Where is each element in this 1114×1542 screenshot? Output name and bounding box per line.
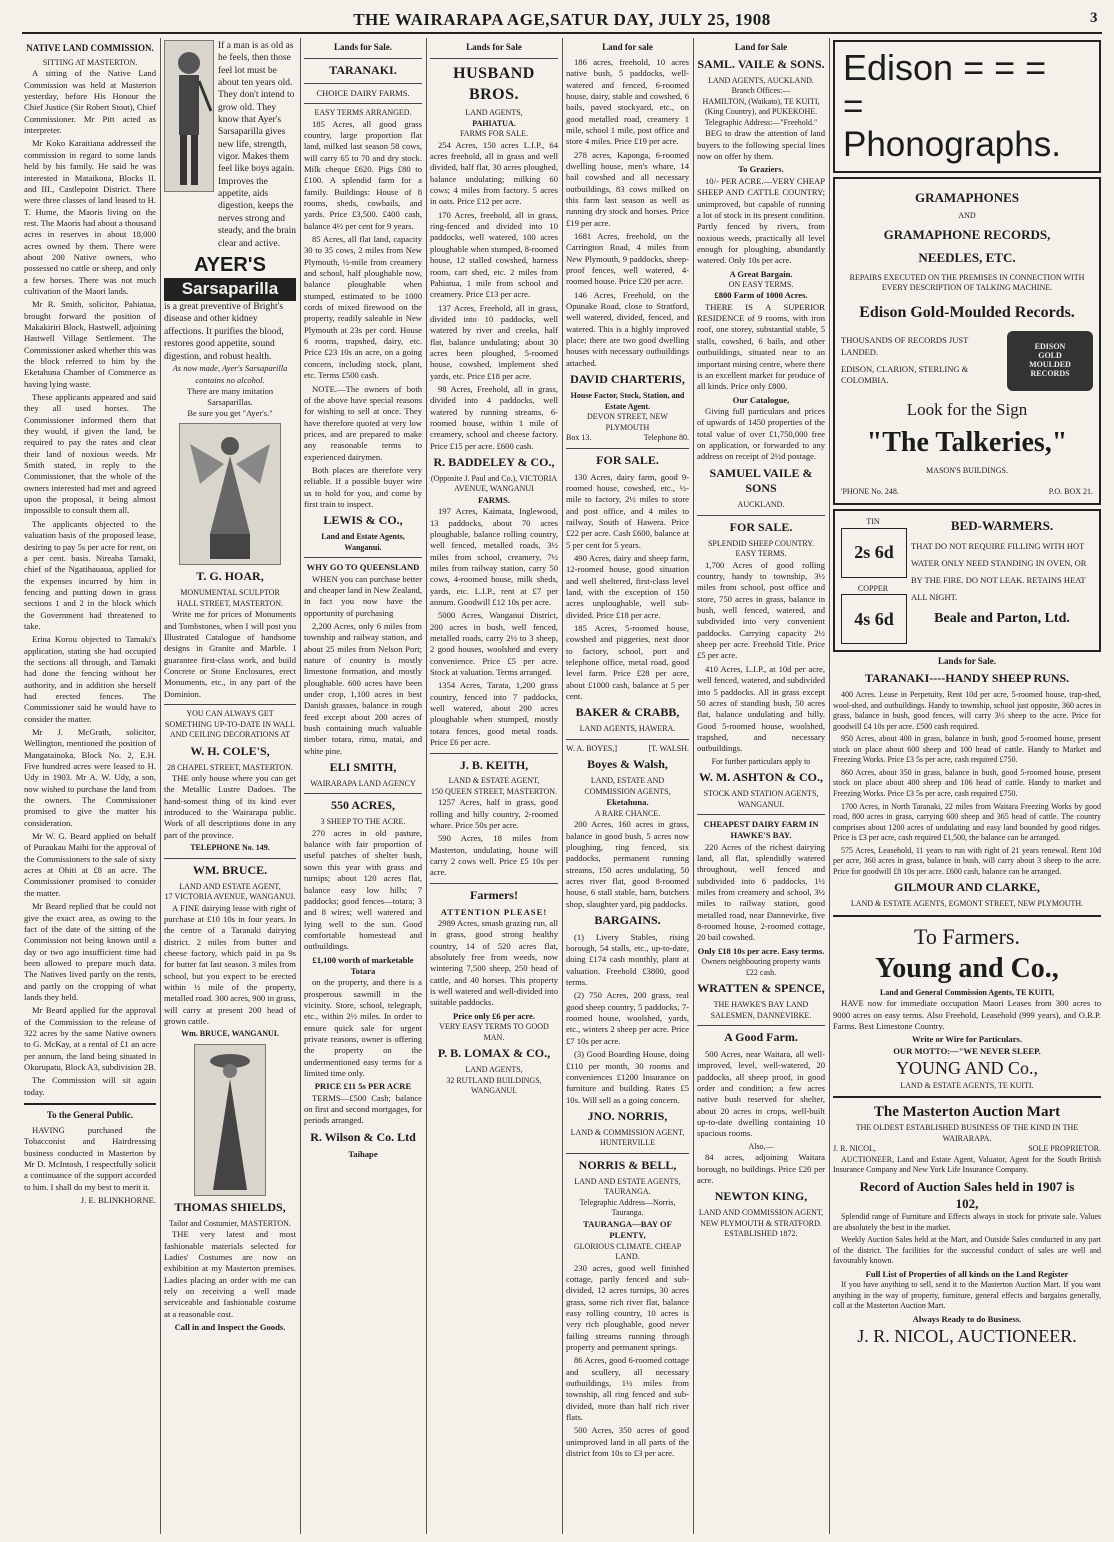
divider [164, 704, 296, 705]
copper-price: 4s 6d [841, 594, 907, 644]
old-man-illustration [164, 40, 214, 192]
record-sales-count: 102, [955, 1196, 979, 1211]
boyes-walsh-subtitle: LAND, ESTATE AND COMMISSION AGENTS, [584, 776, 671, 796]
notice-signature: J. E. BLINKHORNE. [80, 1194, 156, 1205]
listing-entry: 1257 Acres, half in grass, good rolling and hilly country, 2-roomed whare. Price 50s per acre. [430, 797, 558, 831]
listing-entry: 2989 Acres, smash grazing run, all in grass, good strong healthy country, 14 of 520 acres flat, absolutely free from weeds, now wintering 7,500 sheep, 250 head of cattle, and 40 horses. This property is well watered and well-divided into suitable paddocks. [430, 918, 558, 1008]
shields-name: THOMAS SHIELDS, [174, 1199, 286, 1214]
baddeley-address: (Opposite J. Paul and Co.), VICTORIA AVENUE, WANGANUI [430, 473, 558, 494]
auction-paragraph: Splendid range of Furniture and Effects always in stock for private sale. Values are absolutely the best in the market. [833, 1212, 1101, 1232]
wilson-location: Taihape [348, 1148, 378, 1159]
listing-entry: 1,700 Acres of good rolling country, handy to township, 3½ miles from school, post office and store, 750 acres in grass, balance in bush, well fenced, watered, and subdivided into very convenient paddocks. Carrying capacity 2½ sheep per acre. Freehold Title. Price £5 per acre. [697, 559, 825, 661]
article-paragraph: Mr Koko Karaitiana addressed the commission in regard to some lands held by his family. He said he was interested in Mataikona, Blocks II. and III., Castlepoint District. There were three classes of land leased to H. T. Hume, the Maoris living on the rest. The Maoris had about a thousand acres in reserves in about 18,000 acres owned by them. There were about 200 Native owners, who possessed no cattle or sheep, and only a few horses. There was not much cultivation of the Maori lands. [24, 138, 156, 296]
column-rule [829, 38, 830, 1534]
listing-entry: 85 Acres, all flat land, capacity 30 to 35 cows, 2 miles from New Plymouth, ½-mile from creamery and school, half ploughable now, balance ploughable when stumped, estimated to be 1000 cords of mixed firewood on the property, readily saleable in New Plymouth at 23s per cord. House 6 rooms, trapshed, dairy, etc. Price £23 10s an acre, on a going concern, including stock, plant, etc. Terms £500 cash. [304, 234, 422, 381]
divider [304, 103, 422, 104]
charteris-subtitle: House Factor, Stock, Station, and Estate Agent. [570, 390, 685, 411]
samuel-vaile-name: SAMUEL VAILE & SONS [709, 465, 813, 496]
bay-of-plenty-subheading: GLORIOUS CLIMATE. CHEAP LAND. [573, 1241, 682, 1262]
edison-heading: Edison = = = [843, 47, 1047, 88]
listing-entry: 1354 Acres, Tarata, 1,200 grass country, fenced into 7 paddocks, well watered, about 200 acres ploughable when stumped, mostly totara fences, good metal roads. Price £6 per acre. [430, 680, 558, 748]
newton-king-name: NEWTON KING, [714, 1189, 808, 1204]
column-advertisements-a [164, 40, 296, 1534]
ayers-note: As now made, Ayer's Sarsaparilla contains no alcohol. [172, 363, 288, 385]
lady-costume-illustration [194, 1044, 266, 1196]
listing-entry: 98 Acres, Freehold, all in grass, divided into 4 paddocks, well watered by running streams, 6-roomed house, within 1 mile of creamery, school and cheese factory. Price £15 per acre. £600 cash. [430, 383, 558, 451]
ayers-tagline: is a great preventive of Bright's disease and other kidney affections. It purifies the blood, restores good appetite, sound digestion, and robust health. [164, 301, 284, 362]
boyes-walsh-name: Boyes & Walsh, [587, 757, 668, 772]
divider [430, 58, 558, 59]
masthead [22, 10, 1102, 34]
baker-crabb-subtitle: LAND AGENTS, HAWERA. [579, 724, 676, 734]
baddeley-name: R. BADDELEY & CO., [433, 455, 555, 470]
listing-entry: 278 acres, Kaponga, 6-roomed dwelling house, men's whare, 14 bail cowshed and all necessary outbuildings, 83 cows milked on this farm last season as well as running dry stock and horses. Price £19 per acre. [566, 149, 689, 228]
forsale-heading: FOR SALE. [596, 452, 659, 467]
wilson-name: R. Wilson & Co. Ltd [310, 1129, 416, 1144]
gramaphone-ad [833, 177, 1101, 506]
always-ready: Always Ready to do Business. [912, 1313, 1022, 1324]
old-man-figure-icon [165, 41, 213, 191]
samuel-vaile-location: AUCKLAND. [737, 500, 785, 510]
owners-note: Owners neighbouring property wants £22 cash. [701, 957, 821, 977]
baker-crabb-name: BAKER & CRABB, [575, 705, 680, 720]
masthead-title: THE WAIRARAPA AGE,SATUR DAY, JULY 25, 1908 [353, 10, 771, 29]
ayers-ad [164, 40, 296, 250]
ashton-subtitle: STOCK AND STATION AGENTS, [703, 788, 819, 798]
records-details [841, 335, 991, 386]
lewis-subtitle: Land and Estate Agents, Wanganui. [321, 532, 405, 552]
listing-entry: 197 Acres, Kaimata, Inglewood, 13 paddocks, about 70 acres ploughable, balance rolling country, well fenced, metalled roads, 3½ miles from school, creamery, 7½ miles from railway station, carry 50 cows, 4-roomed house, milk sheds, yards, etc. L.I.P., rent at £7 per annum. Goodwill £12 10s per acre. [430, 506, 558, 608]
bargain-farm: £800 Farm of 1000 Acres. [714, 290, 808, 301]
listing-entry: 500 Acres, 350 acres of good unimproved land in all parts of the district from 10s to £3 per acre. [566, 1425, 689, 1459]
auction-paragraph: Weekly Auction Sales held at the Mart, and Outside Sales conducted in any part of the district. The facilities for the successful conduct of sales are well and favourably known. [833, 1235, 1101, 1266]
bed-warmers-ad [833, 509, 1101, 652]
listing-entry: 185 Acres, all good grass country, large proportion flat land, milked last season 58 cows, will carry 65 to 70 and dry stock. Milk cheque £620. Pigs £80 to £100. A splendid farm for a family. Buildings: House of 8 rooms, sheds, cowbails, and yards. Price £3,500. £400 cash, balance 4½ per cent for 9 years. [304, 118, 422, 231]
bed-warmers-text [911, 517, 1093, 644]
lewis-name: LEWIS & CO., [323, 513, 403, 528]
husband-subtitle: LAND AGENTS, [465, 108, 523, 118]
listing-entry: 170 Acres, freehold, all in grass, ring-fenced and divided into 10 paddocks, well watered, 100 acres ploughable when stumped, 8-roomed house, 12 stalled cowshed, harness room, cart shed, etc. 2 miles from Pahiatua, 1 mile from school and creamery. Price £13 per acre. [430, 209, 558, 300]
charteris-box: Box 13. [566, 433, 592, 443]
bargain-entry: (2) 750 Acres, 200 grass, real good sheep country, 5 paddocks, 7-roomed house, woolshed, yards, etc., winters 2 sheep per acre. Price £7 10s per acre. [566, 990, 689, 1046]
divider [697, 515, 825, 516]
section-heading: Lands for Sale. [937, 656, 997, 667]
contact-row [841, 487, 1093, 498]
divider [304, 793, 422, 794]
ad-subtitle: CHOICE DAIRY FARMS. [316, 87, 410, 98]
auctioneer-description: AUCTIONEER, Land and Estate Agent, Valuator, Agent for the South British Insurance Company and New York Life Insurance Company. [833, 1154, 1101, 1175]
divider [566, 448, 689, 449]
sheep-country-heading: SPLENDID SHEEP COUNTRY. [707, 538, 814, 548]
listing-entry: 186 acres, freehold, 10 acres native bush, 5 paddocks, well-watered and fenced, 6-roomed house, dairy, stable and cowshed, 6 bails, paved stockyard, etc., on good metalled road, creamery 1 mile, school 1 mile, post office and store 4 miles. Price £19 per acre. [566, 56, 689, 147]
young-co-subtitle: Land and General Commission Agents, TE KUITI, [879, 987, 1055, 997]
angel-statue-illustration [179, 423, 281, 565]
hoar-trade: MONUMENTAL SCULPTOR [180, 588, 280, 598]
shields-body: THE very latest and most fashionable materials selected for Ladies' Costumes are now on exhibition at my Masterton premises. Ladies placing an order with me can rely on receiving a well made serviceable and fashionable costume at a reasonable cost. [164, 1229, 296, 1319]
listing-entry: 1681 Acres, freehold, on the Carrington Road, 4 miles from New Plymouth, 9 paddocks, sheep-proof fences, well watered, 4-roomed house. Price £20 per acre. [566, 231, 689, 287]
listing-entry: 410 Acres, L.I.P., at 10d per acre, well fenced, watered, and subdivided into 5 paddocks. All in grass except 50 acres of standing bush, 50 acres flat, balance undulating and hilly. Good 5-roomed house, woolshed, trapshed, and necessary outbuildings. [697, 663, 825, 754]
article-paragraph: The Commission will sit again today. [24, 1075, 156, 1097]
hoar-address: HALL STREET, MASTERTON. [176, 598, 284, 608]
norris-bell-subtitle: LAND AND ESTATE AGENTS, TAURANGA. [574, 1176, 681, 1197]
listing-note: NOTE.—The owners of both of the above have special reasons for wishing to sell at once. They have therefore quoted at very low prices, and are prepared to make any reasonable terms to experienced dairymen. [304, 383, 422, 462]
listing-entry: 270 acres in old pasture, balance with fair proportion of useful patches of shelter bush, sown this year with grass and turnips; about 120 acres flat, balance easy low hills; 7 paddocks; good fences—totara; 3 and 8 wires; well watered and lying well to the sun. Good comfortable homestead and outbuildings. [304, 827, 422, 952]
column-rule [426, 38, 427, 1534]
notice-body: HAVING purchased the Tobacconist and Hairdressing business conducted in Masterton by Mr D. McIntosh, I respectfully solicit a continuance of the support accorded to him. I shall do my best to merit it. [24, 1124, 156, 1192]
shields-call: Call in and Inspect the Goods. [174, 1322, 286, 1333]
acres-subheading: 3 SHEEP TO THE ACRE. [320, 817, 406, 827]
proprietor-row [833, 1144, 1101, 1155]
repairs-notice: REPAIRS EXECUTED ON THE PREMISES IN CONNECTION WITH EVERY DESCRIPTION OF TALKING MACHINE. [849, 272, 1085, 293]
needles-heading: NEEDLES, ETC. [918, 250, 1016, 266]
newton-king-location: NEW PLYMOUTH & STRATFORD. [700, 1218, 822, 1228]
divider [24, 1103, 156, 1105]
ad-title: TARANAKI. [329, 62, 397, 77]
article-paragraph: Mr R. Smith, solicitor, Pahiatua, brought forward the position of Makakiriri Block, Hastwell, adjoining Hastwell Village Settlement. The Commissioner asked whether this was the block referred to him by the Eketahuna Chamber of Commerce as having lying waste. [24, 299, 156, 389]
listing-entry: 500 Acres, near Waitara, all well-improved, level, well-watered, 20 paddocks, all sheep proof, in good order and condition; a few acres native bush reserved for shelter, about 20 acres in crops, well-built up-to-date dwelling containing 10 spacious rooms. [697, 1049, 825, 1139]
article-paragraph: Mr J. McGrath, solicitor, Wellington, mentioned the position of Mangatainoka, Block No. 2, E.H. Five hundred acres were leased to H. Udy in 1903. Mr A. W. Udy, a son, now wished to purchase the land from the owners. The Commissioner promised to give the matter his consideration. [24, 727, 156, 828]
page-number: 3 [1090, 10, 1098, 26]
divider [566, 739, 689, 740]
column-lands-charteris [566, 40, 689, 1534]
article-paragraph: These applicants appeared and said they all used horses. The Commissioner informed them that they would, if given the land, be required to pay the rates and clear their land of noxious weeds. Mr Smith stated, in reply to the Commissioner, that the whole of the owners interested had met and agreed upon the proposal, it being almost impossible to consult them all. [24, 392, 156, 516]
bruce-signature: Wm. BRUCE, WANGANUI. [181, 1029, 279, 1039]
section-heading: Land for Sale [734, 42, 788, 52]
records-heading: GRAMAPHONE RECORDS, [883, 227, 1051, 243]
proprietor-name: J. R. NICOL, [833, 1144, 876, 1154]
vaile-subtitle: LAND AGENTS, AUCKLAND. [708, 75, 814, 85]
record-cylinder-icon [1007, 331, 1093, 391]
partner-right: [T. WALSH. [648, 743, 689, 753]
charteris-address: DEVON STREET, NEW PLYMOUTH [587, 412, 668, 432]
listing-note: Both places are therefore very reliable. If a possible buyer wire us to hold for you, and come by first train to inspect. [304, 464, 422, 509]
price-panel [841, 517, 905, 644]
wratten-spence-subtitle: THE HAWKE'S BAY LAND SALESMEN, DANNEVIRKE. [710, 1000, 812, 1020]
lomax-address: 32 RUTLAND BUILDINGS, WANGANUI. [446, 1075, 542, 1096]
bed-warmers-body: THAT DO NOT REQUIRE FILLING WITH HOT WATER ONLY NEED STANDING IN OVEN, OR BY THE FIRE. DO NOT LEAK. RETAINS HEAT ALL NIGHT. [911, 541, 1087, 603]
listing-entry: 200 Acres, 160 acres in grass, balance in good bush, 5 acres now ploughing, ring fenced, six paddocks, permanent running streams, 150 acres undulating, 50 acres river flat, good 8-roomed house, 6 stall stable, barn, butchers shop, slaughter yard, pig paddocks. [566, 819, 689, 909]
cole-body: THE only house where you can get the Metallic Lustre Dadoes. The hand-somest thing of its kind ever introduced to the Wairarapa public. Work of all descriptions done in any part of the province. [164, 773, 296, 840]
divider [430, 753, 558, 754]
newton-king-established: ESTABLISHED 1872. [724, 1229, 798, 1239]
section-heading: Lands for Sale. [333, 42, 393, 52]
vaile-branches: HAMILTON, (Waikato), TE KUITI, (King Country), and PUKEKOHE. Telegraphic Address:—"Freehold." [702, 96, 820, 127]
listing-entry: 5000 Acres, Wanganui District, 200 acres in bush, well fenced, metalled roads, carry 2½ to 3 sheep, 2 good houses, woolshed and every convenience. Price £5 per acre. Stock at valuation. Terms arranged. [430, 610, 558, 678]
gilmour-clarke-name: GILMOUR AND CLARKE, [894, 880, 1040, 895]
notice-title: To the General Public. [46, 1110, 134, 1121]
acres-heading: 550 ACRES, [330, 798, 395, 813]
keith-address: 150 QUEEN STREET, MASTERTON. [430, 786, 558, 796]
column-native-land-commission [24, 40, 156, 1534]
norris-bell-telegraph: Telegraphic Address—Norris, Tauranga. [579, 1197, 676, 1218]
baddeley-farms: FARMS. [477, 494, 511, 505]
column-rule [562, 38, 563, 1534]
listing-entry: 590 Acres, 18 miles from Masterton, undulating, house will carry 2 cows well. Price £5 10s per acre. [430, 833, 558, 878]
section-heading: Land for sale [602, 42, 653, 52]
bruce-body: A FINE dairying lease with right of purchase at £10 10s in four years. In the centre of a Taranaki dairying district. 2 miles from butter and cheese factory, which paid in pa 9s for butter fat last season. 3 miles from school, but you expect to be erected within ½ mile of the property, metalled road. 300 acres, 900 in grass, will carry at present 200 head of grown cattle. [164, 902, 296, 1027]
listing-entry: 230 acres, good well finished cottage, partly fenced and sub-divided, 12 acres turnips, 30 acres grass, some rich river flat, balance easy rolling country, 10 acres is very rich ploughable, good never failing streams running through property and permanent springs. [566, 1262, 689, 1353]
listing-entry: 2,200 Acres, only 6 miles from township and railway station, and about 25 miles from Nelson Port; nature of country is mostly limestone formation, and mostly ploughable. 600 acres have been under crop, 1,100 acres in best Danish grasses, balance in rough feed except about 200 acres of bush containing much valuable timber totara, rimu, matai, and white pine. [304, 620, 422, 756]
divider [833, 1096, 1101, 1098]
divider [304, 58, 422, 59]
husband-farms: FARMS FOR SALE. [459, 129, 529, 139]
column-rule [160, 38, 161, 1534]
vaile-branch-label: Branch Offices:— [731, 86, 791, 96]
gold-moulded-heading: Edison Gold-Moulded Records. [859, 303, 1075, 321]
tin-price: 2s 6d [841, 528, 907, 578]
terms-line: TERMS—£500 Cash; balance on first and second mortgages, for periods arranged. [304, 1092, 422, 1126]
article-title: NATIVE LAND COMMISSION. [26, 43, 154, 53]
po-box: P.O. BOX 21. [1048, 486, 1093, 496]
boyes-walsh-location: Eketahuna. [606, 797, 649, 808]
auction-mart-subtitle: THE OLDEST ESTABLISHED BUSINESS OF THE KIND IN THE WAIRARAPA. [855, 1123, 1079, 1143]
ayers-brand: AYER'S [194, 253, 266, 276]
cylinder-label: MOULDED [1029, 359, 1071, 369]
article-paragraph: Mr Beard replied that he could not give the exact area, as owing to the fact of the date of the sitting of the Commission not being known until a day or two ago insufficient time had been allowed to prepare much data. The Natives lived partly on the rents, and partly on the cropping of what lands they held. [24, 901, 156, 1002]
phonographs-word: Phonographs. [843, 125, 1061, 165]
eli-smith-name: ELI SMITH, [329, 760, 397, 775]
vaile-intro: BEG to draw the attention of land buyers to the following special lines now on offer by them. [697, 128, 825, 162]
cylinder-label: GOLD [1038, 351, 1062, 361]
divider [697, 814, 825, 815]
partner-left: W. A. BOYES,] [566, 743, 618, 753]
edison-phonograph-ad [833, 40, 1101, 173]
angel-statue-icon [180, 424, 280, 564]
price-line: Only £18 10s per acre. Easy terms. [697, 945, 825, 956]
ayers-product: Sarsaparilla [164, 278, 296, 300]
motto: OUR MOTTO:—"WE NEVER SLEEP. [893, 1045, 1041, 1056]
cylinder-label: RECORDS [1030, 368, 1070, 378]
look-for-sign: Look for the Sign [906, 399, 1028, 419]
norris-name: JNO. NORRIS, [587, 1108, 668, 1123]
listing-entry: 400 Acres. Lease in Perpetuity, Rent 10d per acre, 5-roomed house, trap-shed, wool-shed, and outbuildings. Handy to township, school just opposite, 360 acres in grass, balance in bush, good fences, will carry 3½ sheep to the acre. Price for goodwill £4 10s per acre. £500 cash required. [833, 690, 1101, 731]
listing-entry: 146 Acres, Freehold, on the Opunake Road, close to Stratford, well watered, divided, fenced, and watered. This is a highly improved place; there are two good dwelling houses with necessary outbuildings attached. [566, 289, 689, 368]
gilmour-clarke-subtitle: LAND & ESTATE AGENTS, EGMONT STREET, NEW PLYMOUTH. [850, 899, 1084, 909]
charteris-contact [566, 433, 689, 444]
vaile-name: SAML. VAILE & SONS. [697, 56, 825, 71]
listing-entry: 860 Acres, about 350 in grass, balance in bush, good 5-roomed house, present stock on place about 400 sheep and 106 head of cattle. Handy to market and Freezing Works. Price £3 5s per acre, cash required £750. [833, 767, 1101, 799]
catalogue-body: Giving full particulars and prices of upwards of 1450 properties of the total value of over £1,750,000 free on application, or forwarded to any address on receipt of 2½d postage. [697, 405, 825, 462]
young-co-name: Young and Co., [875, 952, 1059, 984]
write-wire: Write or Wire for Particulars. [911, 1034, 1023, 1045]
good-farm-heading: A Good Farm. [724, 1030, 798, 1045]
cole-telephone: TELEPHONE No. 149. [190, 843, 270, 853]
also-label: Also,— [748, 1141, 774, 1151]
keith-name: J. B. KEITH, [459, 757, 529, 772]
further-particulars: For further particulars apply to [711, 756, 811, 766]
listing-entry: 10/- PER ACRE.—VERY CHEAP SHEEP AND CATTLE COUNTRY; unimproved, but capable of running a lot of stock in its present condition. Partly fenced by rivers, from noxious weeds, practically all level enough for ploughing, abundantly watered. Only 10s per acre. [697, 175, 825, 266]
mason-buildings: MASON'S BUILDINGS. [926, 466, 1008, 476]
bed-warmers-heading: BED-WARMERS. [950, 518, 1054, 534]
divider [164, 858, 296, 859]
divider [697, 1025, 825, 1026]
and-label: AND [958, 210, 976, 220]
graziers-heading: To Graziers. [738, 164, 784, 175]
records-row [841, 331, 1093, 391]
lady-figure-icon [195, 1045, 265, 1195]
easy-terms: EASY TERMS. [735, 549, 787, 559]
hoar-name: T. G. HOAR, [196, 569, 264, 584]
to-farmers-heading: To Farmers. [914, 923, 1020, 949]
young-co-footer-subtitle: LAND & ESTATE AGENTS, TE KUITI. [900, 1080, 1034, 1090]
ayers-warning: There are many imitation Sarsaparillas. [186, 385, 274, 407]
auctioneer-footer: J. R. NICOL, AUCTIONEER. [857, 1326, 1077, 1347]
article-subtitle: SITTING AT MASTERTON. [42, 57, 138, 67]
listing-entry: 254 Acres, 150 acres L.I.P., 64 acres freehold, all in grass and well divided, half flat, 30 acres ploughed, balance undulating; milking 60 cows; 4 miles from factory. 5 acres in oats. Price £12 per acre. [430, 139, 558, 207]
ashton-location: WANGANUI. [738, 799, 784, 809]
catalogue-heading: Our Catalogue, [732, 394, 790, 405]
listing-entry: on the property, and there is a prosperous sawmill in the vicinity. Store, school, telegraph, etc., within 2½ miles. In order to ensure quick sale for urgent private reasons, owner is offering the property on the undermentioned easy terms for a limited time only. [304, 977, 422, 1079]
keith-subtitle: LAND & ESTATE AGENT, [448, 776, 540, 786]
cole-address: 28 CHAPEL STREET, MASTERTON. [167, 762, 293, 772]
charteris-name: DAVID CHARTERIS, [570, 372, 685, 387]
norris-bell-name: NORRIS & BELL, [578, 1157, 677, 1172]
listing-entry: 220 Acres of the richest dairying land, all flat, splendidly watered throughout, well fenced and subdivided into 6 paddocks, 1½ miles from creamery and school, 3½ miles to railway station, good metalled road, near Dannevirke, five 8-roomed house, 2-roomed cottage, 20 bail cowshed. [697, 841, 825, 943]
young-co-name-footer: YOUNG AND Co., [895, 1058, 1038, 1079]
newton-king-subtitle: LAND AND COMMISSION AGENT, [698, 1208, 824, 1218]
article-paragraph: Erina Korou objected to Tamaki's application, stating she had occupied the sections all through, and Tamaki had done the fencing without her authority, and in addition she herself had erected fences. The Commissioner said he would have to consider the matter. [24, 634, 156, 724]
bruce-trade: LAND AND ESTATE AGENT, [179, 881, 281, 891]
husband-location: PAHIATUA. [472, 118, 516, 128]
rare-chance: A RARE CHANCE. [594, 808, 661, 818]
column-lands-vaile [697, 40, 825, 1534]
article-paragraph: A sitting of the Native Land Commission was held at Masterton yesterday, before His Honour the Chief Justice (Sir Robert Stout), Chief Commissioner. Mr Pitt acted as interpreter. [24, 68, 156, 136]
queensland-intro: WHEN you can purchase better and cheaper land in New Zealand, in fact you now have the opportunity of purchasing [304, 573, 422, 618]
phone-number: 'PHONE No. 248. [841, 486, 899, 496]
beale-parton-name: Beale and Parton, Ltd. [934, 611, 1070, 627]
ad-subtitle: EASY TERMS ARRANGED. [314, 108, 412, 118]
queensland-heading: WHY GO TO QUEENSLAND [306, 562, 420, 573]
listing-entry: 137 Acres, Freehold, all in grass, divided into 10 paddocks, well watered by river and creeks, half flat, balance undulating; about 30 acres been ploughed, 5-roomed house, cowshed, implement shed yards, etc. Price £18 per acre. [430, 302, 558, 381]
eli-smith-subtitle: WAIRARAPA LAND AGENCY [310, 778, 416, 788]
column-lands-taranaki [304, 40, 422, 1534]
ayers-intro: If a man is as old as he feels, then those feel lot must be about ten years old. They don't intend to grow old. They know that Ayer's Sarsaparilla gives new life, strength, vigor. Makes them feel like boys again. Improves the appetite, aids digestion, keeps the nerves strong and steady, and the brain clear and active. [218, 41, 296, 249]
boyes-walsh-partners [566, 744, 689, 755]
listing-entry: 575 Acres, Leasehold, 11 years to run with right of 21 years renewal. Rent 10d per acre, 360 acres in grass, balance in bush, will carry about 3 sheep to the acre. Price for goodwill £8 10s per acre. £600 cash, balance can be arranged. [833, 845, 1101, 876]
divider [430, 883, 558, 884]
article-paragraph: The applicants objected to the valuation basis of the proposed lease, desiring to pay 5s per acre for rent, on a per cent. basis. Nireaha Tamaki, chief of the Ngatihauaua, applied for the expenses incurred by him in fencing and putting down in grass sections 1 and 2 in the block which the Government had threatened to take. [24, 518, 156, 631]
thousands-of-records: THOUSANDS OF RECORDS JUST LANDED. [841, 335, 969, 357]
listing-entry: 1700 Acres, in North Taranaki, 22 miles from Waitara Freezing Works by good road, 800 acres in grass, carrying 600 sheep and 365 head of cattle. The country comprises about 1200 acres of undulating and easy land bounded by good ridges. Price is £3 per acre, cash required £1,500, the balance can be arranged. [833, 801, 1101, 843]
column-rule [300, 38, 301, 1534]
farmers-heading: Farmers! [470, 887, 518, 902]
article-paragraph: Mr W. G. Beard applied on behalf of Puraukau Maihi for the approval of the Commissioners to the sale of sixty acres at Ohiti at £8 an acre. The Commissioner promised to consider the matter. [24, 831, 156, 898]
listing-entry: 185 Acres, 5-roomed house, cowshed and piggeries, next door to factory, school, port and telephone office, metal road, good level farm. Price £28 per acre, about £1000 cash, balance at 5 per cent. [566, 623, 689, 702]
lomax-subtitle: LAND AGENTS, [465, 1065, 523, 1075]
divider [304, 83, 422, 84]
auction-paragraph: If you have anything to sell, send it to the Masterton Auction Mart. If you want anything in the way of property, furniture, general effects and bargains generally, call at the Masterton Auction Mart. [833, 1280, 1101, 1311]
copper-label: COPPER [857, 583, 889, 593]
tin-label: TIN [866, 517, 880, 527]
young-co-body: HAVE now for immediate occupation Maori Leases from 300 acres to 9000 acres on easy terms. Also Freehold, Leasehold (999 years), and O.R.P. Farms. Best Limestone Country. [833, 998, 1101, 1031]
talkeries-heading: "The Talkeries," [866, 427, 1068, 459]
husband-name: HUSBAND BROS. [453, 64, 535, 103]
listing-entry: THERE IS A SUPERIOR RESIDENCE of 9 rooms, with iron roof, one storey, substantial stable, 5 stalls, cowshed, 6 bails, and other outbuildings, situated near to an important mining centre, where there is an excellent market for produce of all kinds. Price only £800. [697, 301, 825, 392]
record-sales-heading: Record of Auction Sales held in 1907 is [859, 1178, 1075, 1194]
price-line: PRICE £11 5s PER ACRE [314, 1081, 412, 1092]
timber-highlight: £1,100 worth of marketable Totara [312, 954, 414, 976]
bargain-subheading: ON EASY TERMS. [728, 279, 794, 289]
cheapest-heading: CHEAPEST DAIRY FARM IN HAWKE'S BAY. [703, 819, 819, 841]
bay-of-plenty-heading: TAURANGA—BAY OF PLENTY, [583, 1218, 672, 1241]
wratten-spence-name: WRATTEN & SPENCE, [697, 981, 825, 996]
cole-intro: YOU CAN ALWAYS GET SOMETHING UP-TO-DATE IN WALL AND CEILING DECORATIONS AT [164, 709, 296, 740]
divider [304, 557, 422, 558]
cole-name: W. H. COLE'S, [190, 743, 270, 758]
listing-entry: 84 acres, adjoining Waitara borough, no buildings. Price £20 per acre. [697, 1152, 825, 1185]
proprietor-role: SOLE PROPRIETOR. [1028, 1144, 1101, 1154]
bargain-entry: (1) Livery Stables, rising borough, 54 stalls, etc., up-to-date, doing £174 cash monthly, plant at valuation. Freehold £3800, good terms. [566, 931, 689, 988]
cylinder-label: EDISON [1034, 342, 1066, 352]
listing-entry: 86 Acres, good 6-roomed cottage and scullery, all necessary outbuildings, 1½ miles from township, all ring fenced and sub-divided, more than half rich river flats. [566, 1355, 689, 1423]
phonographs-heading: = Phonographs. [843, 86, 1061, 165]
forsale-heading: FOR SALE. [729, 519, 793, 534]
listing-entry: 950 Acres, about 400 in grass, balance in bush, good 5-roomed house, present stock on place about 600 sheep and 100 head of cattle. Handy to Market and Freezing Works. Price £3 5s per acre, cash required £750. [833, 734, 1101, 765]
norris-subtitle: LAND & COMMISSION AGENT, HUNTERVILLE [570, 1127, 685, 1148]
divider [833, 915, 1101, 917]
bruce-address: 17 VICTORIA AVENUE, WANGANUI. [164, 892, 296, 902]
bargain-heading: A Great Bargain. [729, 268, 793, 279]
divider [566, 1153, 689, 1154]
hoar-body: Write me for prices of Monuments and Tombstones, when I will post you Illustrated Catalogue of handsome designs in Granite and Marble. I guarantee first-class work, and build Concrete or Stone Enclosures, erect Monuments, etc., in any part of the Dominion. [164, 609, 296, 699]
ashton-name: W. M. ASHTON & CO., [698, 770, 824, 785]
bargains-heading: BARGAINS. [594, 912, 661, 927]
handy-sheep-runs-heading: TARANAKI----HANDY SHEEP RUNS. [864, 671, 1070, 686]
record-labels: EDISON, CLARION, STERLING & COLOMBIA. [841, 363, 969, 386]
attention-heading: ATTENTION PLEASE! [440, 906, 548, 917]
shields-trade: Tailor and Costumier, MASTERTON. [169, 1218, 291, 1228]
gramaphones-heading: GRAMAPHONES [915, 189, 1019, 205]
column-rule [693, 38, 694, 1534]
column-lands-husband [430, 40, 558, 1534]
section-heading: Lands for Sale [466, 42, 522, 52]
bargain-entry: (3) Good Boarding House, doing £110 per month, 30 rooms and conveniences £1200 Insurance on furniture and building. Rates £5 10s. Will sell as a going concern. [566, 1049, 689, 1105]
price-line: Price only £6 per acre. [452, 1010, 535, 1021]
listing-entry: 490 Acres, dairy and sheep farm, 12-roomed house, good situation and well sheltered, first-class level land, with the exception of 150 acres unploughable, well sub-divided. Price £18 per acre. [566, 552, 689, 620]
column-right-advertisements [833, 40, 1101, 1534]
land-register-heading: Full List of Properties of all kinds on the Land Register [865, 1268, 1069, 1279]
ayers-warning: Be sure you get "Ayer's." [187, 408, 273, 419]
article-paragraph: Mr Beard applied for the approval of the Commission to the release of 322 acres by the same Native owners to G. McKay, at a rental of £1 an acre per annum, the land being situated in Okurupatu, Block A3, subdivision 2B. [24, 1005, 156, 1072]
auction-mart-heading: The Masterton Auction Mart [873, 1104, 1061, 1121]
bruce-name: WM. BRUCE. [192, 862, 268, 877]
terms-line: VERY EASY TERMS TO GOOD MAN. [439, 1022, 549, 1042]
lomax-name: P. B. LOMAX & CO., [437, 1046, 551, 1061]
listing-entry: 130 Acres, dairy farm, good 9-roomed house, cowshed, etc., ½-mile to factory, 2½ miles to store and post office, and 4 miles to railway, South of Hawera. Price £22 per acre. Cash £600, balance at 5 per cent for 5 years. [566, 471, 689, 550]
charteris-telephone: Telephone 80. [643, 433, 689, 443]
edison-word: Edison [843, 47, 954, 88]
